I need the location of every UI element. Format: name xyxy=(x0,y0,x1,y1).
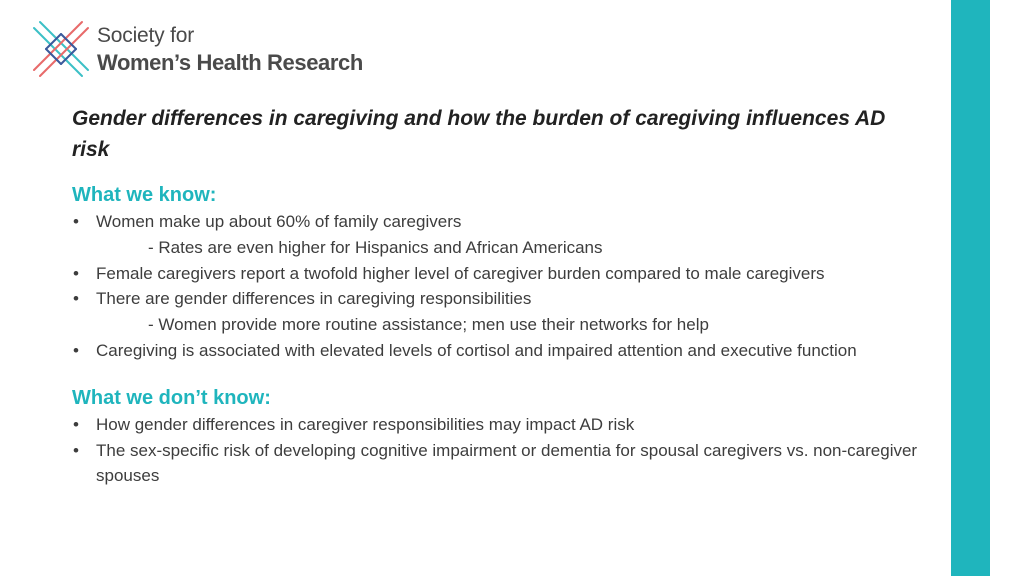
list-item xyxy=(72,286,922,338)
slide-title: Gender differences in caregiving and how the burden of caregiving influences AD risk xyxy=(72,107,886,161)
section-heading-what-we-know: What we know: xyxy=(72,184,217,206)
accent-bar xyxy=(951,0,990,576)
list-item xyxy=(72,412,922,438)
crossed-lines-logo-icon xyxy=(32,20,90,78)
brand-name-line2: Women’s Health Research xyxy=(97,50,363,75)
bullet-text: There are gender differences in caregiving responsibilities xyxy=(96,289,532,309)
list-item xyxy=(72,209,922,261)
bullet-text: How gender differences in caregiver responsibilities may impact AD risk xyxy=(96,414,635,434)
bullet-text: Women make up about 60% of family caregivers xyxy=(96,212,462,231)
sub-bullet-text: - Women provide more routine assistance; men use their networks for help xyxy=(148,315,709,335)
sub-bullet-text: - Rates are even higher for Hispanics and African Americans xyxy=(148,237,603,257)
bullet-text: Female caregivers report a twofold higher level of caregiver burden compared to male caregivers xyxy=(96,263,825,283)
bullet-list-what-we-know xyxy=(72,209,922,364)
bullet-list-what-we-dont-know xyxy=(72,412,922,489)
list-item xyxy=(72,261,922,287)
slide-content xyxy=(72,103,922,489)
brand-name-line1: Society for xyxy=(97,24,195,47)
section-what-we-know xyxy=(72,181,922,364)
bullet-text: The sex-specific risk of developing cognitive impairment or dementia for spousal caregivers vs. non-caregiver spouses xyxy=(96,440,918,486)
section-heading-what-we-dont-know: What we don’t know: xyxy=(72,386,271,409)
bullet-text: Caregiving is associated with elevated levels of cortisol and impaired attention and executive function xyxy=(96,340,857,360)
list-item xyxy=(72,338,922,364)
section-what-we-dont-know xyxy=(72,384,922,489)
list-item xyxy=(72,438,922,490)
